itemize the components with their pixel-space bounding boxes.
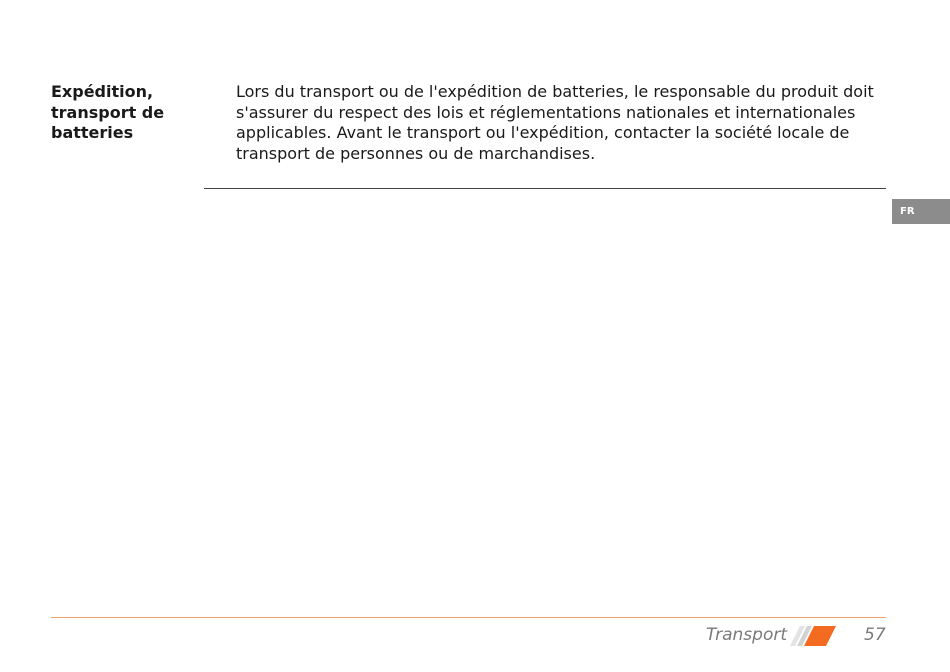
stripes-logo-icon [790, 626, 836, 646]
page-number: 57 [864, 625, 886, 645]
section-divider [204, 188, 886, 189]
footer-chapter-title: Transport [706, 625, 787, 645]
footer-rule [51, 617, 886, 618]
section-heading: Expédition, transport de batteries [51, 82, 165, 142]
language-tab[interactable]: FR [892, 199, 950, 224]
section-body-text: Lors du transport ou de l'expédition de batteries, le responsable du produit doit s'assurer du respect des lois et réglementations nationales et internationales applicables. Avant le transport ou l'expédition, contacter la société locale de transport de personnes ou de marchandises. [236, 82, 874, 163]
